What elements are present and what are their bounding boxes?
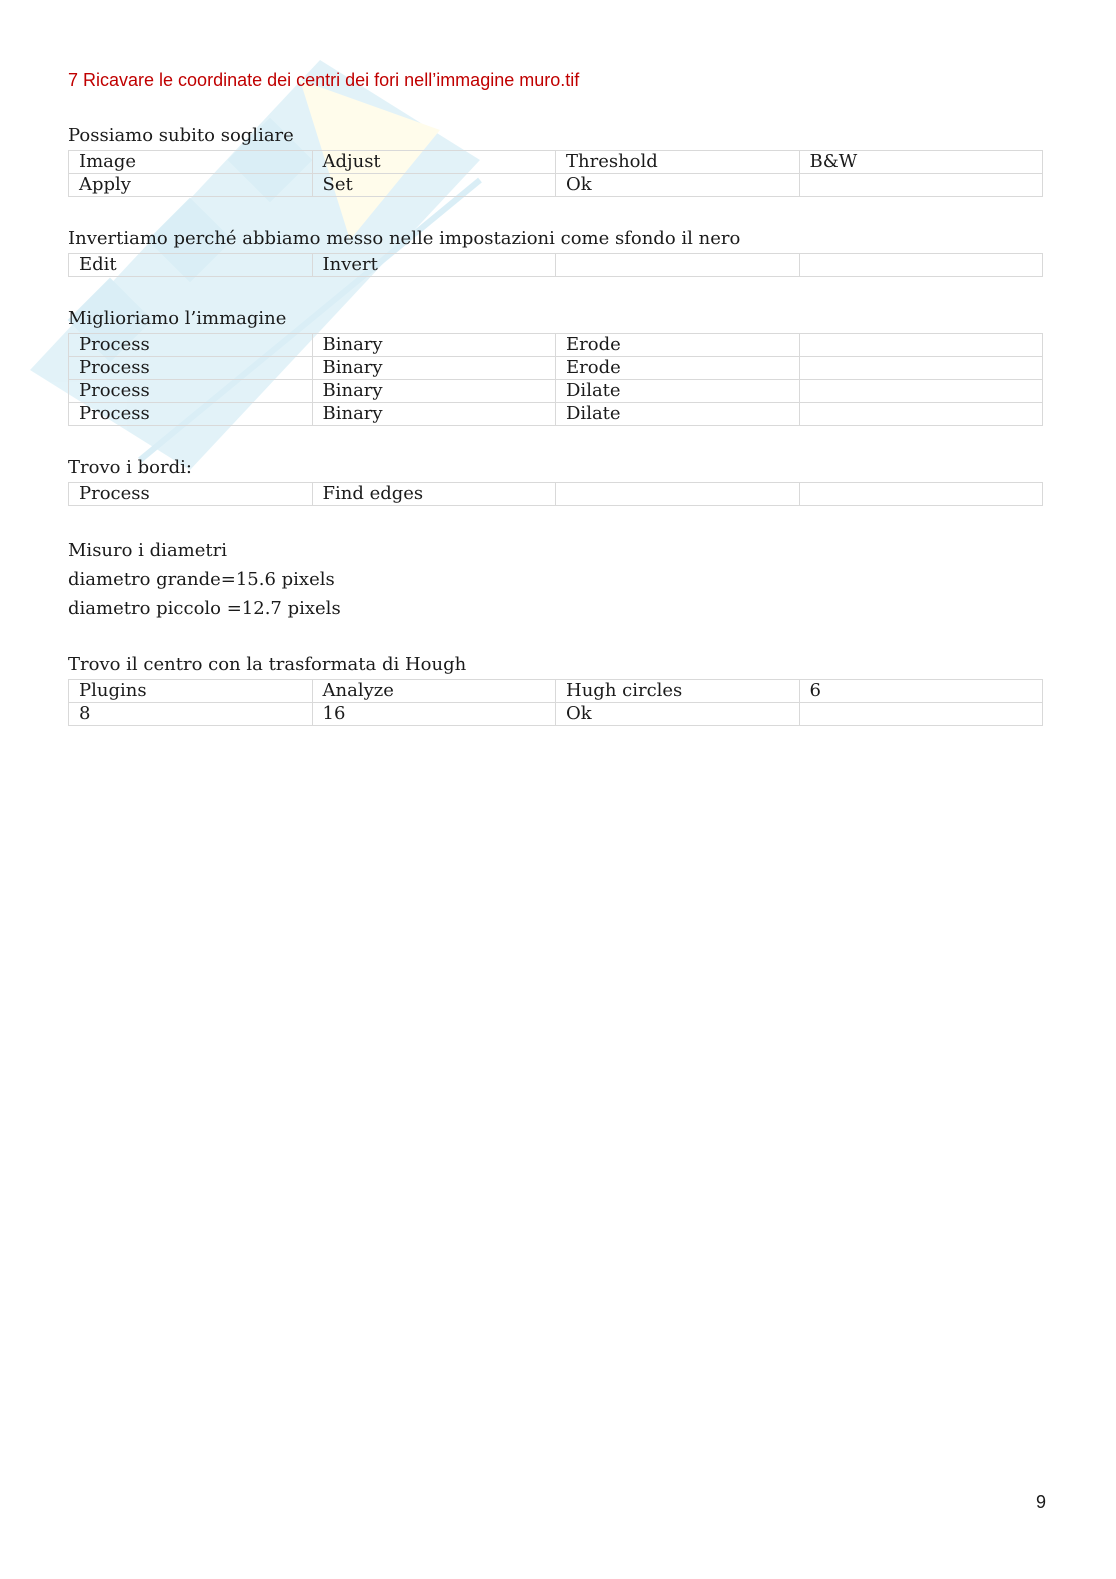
table-cell: Binary (312, 334, 556, 357)
table-cell: Find edges (312, 483, 556, 506)
table-cell: Binary (312, 403, 556, 426)
table-cell: Hugh circles (556, 680, 800, 703)
table-cell: Ok (556, 174, 800, 197)
table-row (69, 151, 1043, 174)
table-cell: 16 (312, 703, 556, 726)
block-threshold (68, 124, 1048, 197)
menu-path-table (68, 253, 1043, 277)
block-measure (68, 536, 1048, 623)
block-hough (68, 653, 1048, 726)
page-number: 9 (1035, 1492, 1046, 1512)
table-cell: Process (69, 483, 313, 506)
block-caption: Possiamo subito sogliare (68, 125, 294, 146)
table-cell (799, 380, 1043, 403)
table-cell: Invert (312, 254, 556, 277)
table-cell: Erode (556, 334, 800, 357)
table-cell: Process (69, 357, 313, 380)
table-cell: Threshold (556, 151, 800, 174)
menu-path-table (68, 482, 1043, 506)
table-cell: Apply (69, 174, 313, 197)
block-invert (68, 227, 1048, 277)
table-cell: Binary (312, 380, 556, 403)
table-cell: Process (69, 334, 313, 357)
table-cell: Process (69, 403, 313, 426)
table-cell: Analyze (312, 680, 556, 703)
table-cell: B&W (799, 151, 1043, 174)
block-caption: Invertiamo perché abbiamo messo nelle impostazioni come sfondo il nero (68, 228, 741, 249)
table-cell: Adjust (312, 151, 556, 174)
document-body (68, 66, 1048, 756)
block-edges (68, 456, 1048, 506)
table-cell: Dilate (556, 403, 800, 426)
table-cell: Plugins (69, 680, 313, 703)
table-cell: Process (69, 380, 313, 403)
measure-heading: Misuro i diametri (68, 540, 227, 561)
table-cell: Set (312, 174, 556, 197)
table-cell: Edit (69, 254, 313, 277)
block-caption: Trovo i bordi: (68, 457, 192, 478)
table-row (69, 680, 1043, 703)
table-cell (799, 254, 1043, 277)
table-row (69, 703, 1043, 726)
table-row (69, 483, 1043, 506)
measure-large-diameter: diametro grande=15.6 pixels (68, 569, 335, 590)
table-row (69, 334, 1043, 357)
section-title: 7 Ricavare le coordinate dei centri dei fori nell’immagine muro.tif (68, 70, 580, 90)
table-row (69, 403, 1043, 426)
table-row (69, 254, 1043, 277)
table-cell: Image (69, 151, 313, 174)
table-cell (799, 334, 1043, 357)
table-row (69, 380, 1043, 403)
table-cell: Ok (556, 703, 800, 726)
table-cell: Dilate (556, 380, 800, 403)
table-cell (799, 703, 1043, 726)
table-cell: Binary (312, 357, 556, 380)
table-row (69, 174, 1043, 197)
table-row (69, 357, 1043, 380)
table-cell (556, 254, 800, 277)
table-cell: Erode (556, 357, 800, 380)
table-cell: 6 (799, 680, 1043, 703)
block-caption: Miglioriamo l’immagine (68, 308, 287, 329)
table-cell (799, 403, 1043, 426)
table-cell: 8 (69, 703, 313, 726)
menu-path-table (68, 150, 1043, 197)
table-cell (799, 174, 1043, 197)
table-cell (556, 483, 800, 506)
table-cell (799, 357, 1043, 380)
menu-path-table (68, 333, 1043, 426)
menu-path-table (68, 679, 1043, 726)
table-cell (799, 483, 1043, 506)
measure-small-diameter: diametro piccolo =12.7 pixels (68, 598, 341, 619)
block-caption: Trovo il centro con la trasformata di Hough (68, 654, 467, 675)
block-improve (68, 307, 1048, 426)
